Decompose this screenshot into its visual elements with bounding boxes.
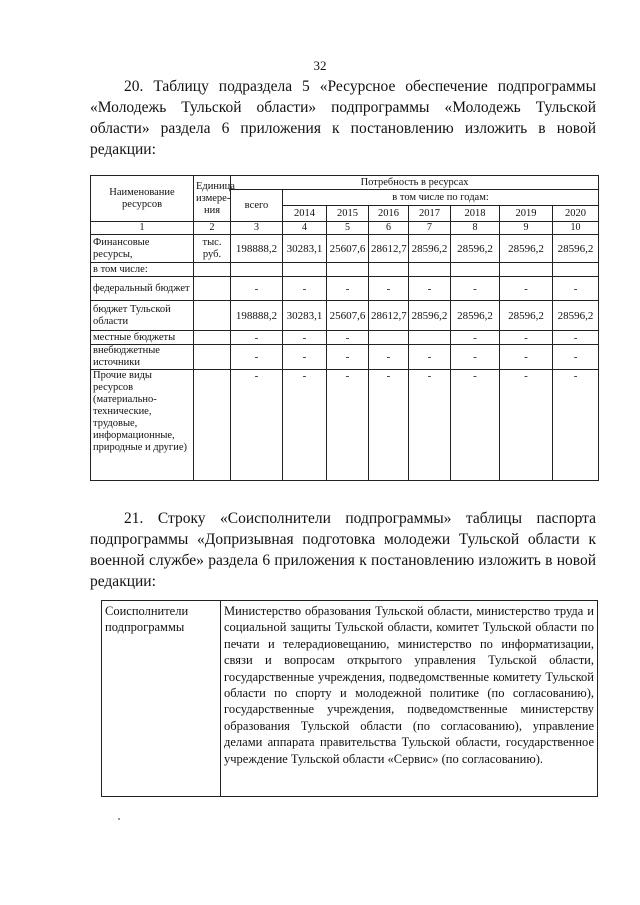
col-index: 3 (231, 222, 283, 235)
row-value: - (409, 277, 451, 301)
row-unit (194, 331, 231, 345)
row-value: - (553, 345, 599, 370)
row-value: - (553, 331, 599, 345)
table-row (91, 235, 599, 263)
row-value (327, 263, 369, 277)
row-value: - (283, 331, 327, 345)
row-value: - (327, 277, 369, 301)
row-value: - (231, 345, 283, 370)
coexecutors-text: Министерство образования Тульской области, министерство труда и социальной защиты Тульской области, комитет Тульской области по печати и телерадиовещанию, министерство по информатизации, связи и вопросам открытого управления Тульской области, государственные учреждения, подведомственные комитету Тульской области по спорту и молодежной политике (по согласованию), государственные учреждения, подведомственные министерству образования Тульской области (по согласованию), управление делами аппарата правительства Тульской области, государственное учреждение Тульской области «Сервис» (по согласованию). (221, 601, 598, 797)
row-unit (194, 301, 231, 331)
page-number: 32 (313, 58, 327, 73)
paragraph-20 (90, 76, 596, 160)
col-index: 10 (553, 222, 599, 235)
row-value: 198888,2 (231, 301, 283, 331)
coexecutors-table (101, 600, 598, 797)
row-value: 198888,2 (231, 235, 283, 263)
col-index: 6 (369, 222, 409, 235)
row-name: Финансовые ресурсы, (91, 235, 194, 263)
row-value (369, 331, 409, 345)
row-value: 28612,7 (369, 301, 409, 331)
row-value (409, 331, 451, 345)
row-unit (194, 277, 231, 301)
row-value (500, 263, 553, 277)
row-unit (194, 370, 231, 481)
row-value (283, 263, 327, 277)
row-value: 28612,7 (369, 235, 409, 263)
col-index: 1 (91, 222, 194, 235)
row-value (451, 263, 500, 277)
row-value: 28596,2 (553, 235, 599, 263)
row-value: 28596,2 (451, 235, 500, 263)
header-total: всего (231, 190, 283, 222)
row-value: - (283, 345, 327, 370)
row-value: - (283, 277, 327, 301)
row-value: - (369, 370, 409, 481)
row-unit (194, 263, 231, 277)
row-value: - (500, 345, 553, 370)
header-name: Наименование ресурсов (91, 176, 194, 222)
row-value: - (231, 370, 283, 481)
header-year: 2016 (369, 206, 409, 222)
row-value (369, 263, 409, 277)
row-value: 28596,2 (553, 301, 599, 331)
row-value: - (409, 370, 451, 481)
paragraph-20-text: Таблицу подраздела 5 «Ресурсное обеспечение подпрограммы «Молодежь Тульской области» подпрограммы «Молодежь Тульской области» раздела 6 приложения к постановлению изложить в новой редакции: (90, 78, 596, 158)
row-value: - (231, 331, 283, 345)
header-unit: Единица измере-ния (194, 176, 231, 222)
header-need: Потребность в ресурсах (231, 176, 599, 190)
scan-speck (118, 818, 120, 820)
row-value: - (409, 345, 451, 370)
table-row (91, 345, 599, 370)
row-value: - (451, 370, 500, 481)
row-value: - (231, 277, 283, 301)
row-value: - (451, 345, 500, 370)
row-value: 28596,2 (409, 301, 451, 331)
row-value (231, 263, 283, 277)
header-year: 2015 (327, 206, 369, 222)
row-value: 28596,2 (500, 235, 553, 263)
table-row (91, 301, 599, 331)
row-value: - (283, 370, 327, 481)
paragraph-20-number: 20. (124, 78, 144, 95)
header-year: 2019 (500, 206, 553, 222)
paragraph-21-number: 21. (124, 510, 144, 527)
row-value: - (500, 331, 553, 345)
col-index: 5 (327, 222, 369, 235)
row-value: - (369, 345, 409, 370)
row-value: 28596,2 (500, 301, 553, 331)
row-value: 25607,6 (327, 235, 369, 263)
header-by-years: в том числе по годам: (283, 190, 599, 206)
row-name: в том числе: (91, 263, 194, 277)
row-value: 30283,1 (283, 235, 327, 263)
row-value: - (369, 277, 409, 301)
row-name: внебюджетные источники (91, 345, 194, 370)
table-row (91, 331, 599, 345)
col-index: 7 (409, 222, 451, 235)
row-unit (194, 345, 231, 370)
row-name: местные бюджеты (91, 331, 194, 345)
header-year: 2014 (283, 206, 327, 222)
row-value: 30283,1 (283, 301, 327, 331)
header-year: 2017 (409, 206, 451, 222)
row-name: Прочие виды ресурсов (материально-технические, трудовые, информационные, природные и другие) (91, 370, 194, 481)
col-index: 2 (194, 222, 231, 235)
row-value: - (553, 370, 599, 481)
row-value: - (327, 370, 369, 481)
coexecutors-label: Соисполнители подпрограммы (102, 601, 221, 797)
row-value: - (327, 331, 369, 345)
row-value: 28596,2 (451, 301, 500, 331)
row-unit: тыс. руб. (194, 235, 231, 263)
table-row (91, 277, 599, 301)
table-row (91, 370, 599, 481)
column-index-row (91, 222, 599, 235)
row-value (409, 263, 451, 277)
row-value: 28596,2 (409, 235, 451, 263)
table-row (91, 263, 599, 277)
resource-table (90, 175, 599, 481)
row-value: - (451, 331, 500, 345)
col-index: 8 (451, 222, 500, 235)
row-value: - (451, 277, 500, 301)
row-value: 25607,6 (327, 301, 369, 331)
paragraph-21 (90, 508, 596, 592)
row-name: бюджет Тульской области (91, 301, 194, 331)
row-value: - (500, 370, 553, 481)
col-index: 9 (500, 222, 553, 235)
row-value: - (500, 277, 553, 301)
row-name: федеральный бюджет (91, 277, 194, 301)
paragraph-21-text: Строку «Соисполнители подпрограммы» таблицы паспорта подпрограммы «Допризывная подготовка молодежи Тульской области к военной службе» раздела 6 приложения к постановлению изложить в новой редакции: (90, 510, 596, 590)
header-year: 2020 (553, 206, 599, 222)
row-value (553, 263, 599, 277)
col-index: 4 (283, 222, 327, 235)
header-year: 2018 (451, 206, 500, 222)
row-value: - (327, 345, 369, 370)
row-value: - (553, 277, 599, 301)
